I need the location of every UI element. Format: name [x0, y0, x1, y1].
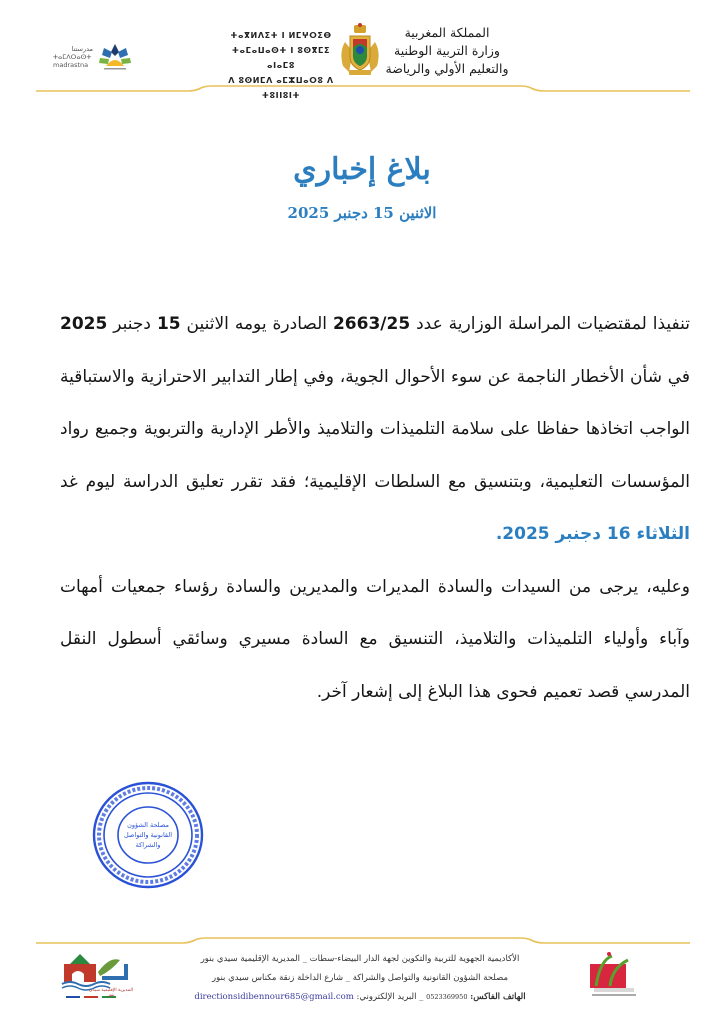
year-number: 2025 — [60, 314, 108, 334]
ministry-line-2: والتعليم الأولي والرياضة — [385, 61, 509, 76]
madrasa-tifinagh: ⵜⴰⵎⴷⵔⴰⵙⵜ — [53, 53, 92, 61]
suspension-date-highlight: الثلاثاء 16 دجنبر 2025 — [502, 524, 690, 544]
footer-divider — [0, 932, 724, 948]
stamp-line-2: القانونية والتواصل — [123, 831, 173, 839]
madrasa-latin: madrastna — [53, 61, 89, 69]
provincial-emblem-icon — [582, 950, 642, 1005]
ministry-line: وزارة التربية الوطنية — [394, 43, 500, 58]
coat-of-arms-icon — [335, 22, 385, 78]
tifinagh-line-3: ⴷ ⵓⵙⵍⵎⴷ ⴰⵎⵣⵡⴰⵔⵓ ⴷ ⵜⵓⵏⵏⵓⵏⵜ — [228, 76, 334, 100]
page-title: بلاغ إخباري — [293, 152, 431, 187]
left-logo-caption: المديرية الإقليمية سيدي بنور — [88, 988, 134, 998]
day-number: 15 — [156, 314, 181, 334]
kingdom-line: المملكة المغربية — [404, 25, 490, 40]
stamp-line-3: والشراكة — [135, 841, 161, 849]
p1-text-d: في شأن الأخطار الناجمة عن سوء الأحوال الجوية، وفي إطار التدابير الاحترازية والاستباقية الواجب اتخاذها حفاظا على سلامة التلميذات والتلاميذ والأطر الإدارية والتربوية وجميع رواد المؤسسات التعليمية، وبتنسيق مع السلطات الإقليمية؛ فقد تقرر تعليق الدراسة ليوم غد — [60, 366, 690, 492]
tifinagh-line-1: ⵜⴰⴳⵍⴷⵉⵜ ⵏ ⵍⵎⵖⵔⵉⴱ — [230, 31, 332, 40]
madrasa-arabic: مدرستنا — [71, 45, 93, 53]
email-label: _ البريد الإلكتروني: — [356, 992, 424, 1002]
phone-number: 0523369950 — [426, 993, 468, 1001]
footer-line-2: مصلحة الشؤون القانونية والتواصل والشراكة _ شارع الداخلة زنقة مكناس سيدي بنور — [211, 973, 509, 983]
provincial-directorate-logo — [58, 950, 138, 1010]
p1-text-b: الصادرة يومه الاثنين — [180, 314, 333, 334]
email-link[interactable]: directionsidibennour685@gmail.com — [194, 992, 354, 1002]
stamp-line-1: مصلحة الشؤون — [127, 821, 169, 829]
reference-number: 2663/25 — [332, 314, 411, 334]
ministry-name-arabic — [372, 24, 522, 78]
phone-label: الهاتف الفاكس: — [470, 992, 526, 1002]
footer-line-1: الأكاديمية الجهوية للتربية والتكوين لجهة الدار البيضاء-سطات _ المديرية الإقليمية سيدي بنور — [200, 954, 520, 964]
announcement-body — [60, 298, 690, 718]
paragraph-2: وعليه، يرجى من السيدات والسادة المديرات والمديرين والسادة رؤساء جمعيات أمهات وآباء وأولياء التلميذات والتلاميذ، التنسيق مع السادة مسيري وسائقي أسطول النقل المدرسي قصد تعميم فحوى هذا البلاغ إلى إشعار آخر. — [60, 576, 690, 702]
header-divider — [0, 82, 724, 98]
announcement-date: الاثنين 15 دجنبر 2025 — [287, 204, 437, 222]
p1-text-a: تنفيذا لمقتضيات المراسلة الوزارية عدد — [410, 314, 691, 334]
p1-text-c: دجنبر — [107, 314, 157, 334]
paragraph-1 — [60, 298, 690, 561]
footer-contact — [170, 950, 550, 1007]
footer-line-3 — [170, 988, 550, 1007]
tifinagh-line-2: ⵜⴰⵎⴰⵡⴰⵙⵜ ⵏ ⵓⵙⴳⵎⵉ ⴰⵏⴰⵎⵓ — [231, 46, 331, 70]
madrasa-logo-text — [53, 45, 93, 69]
madrasa-flower-icon — [96, 40, 134, 74]
p1-end: . — [495, 524, 503, 544]
official-stamp — [92, 781, 204, 889]
